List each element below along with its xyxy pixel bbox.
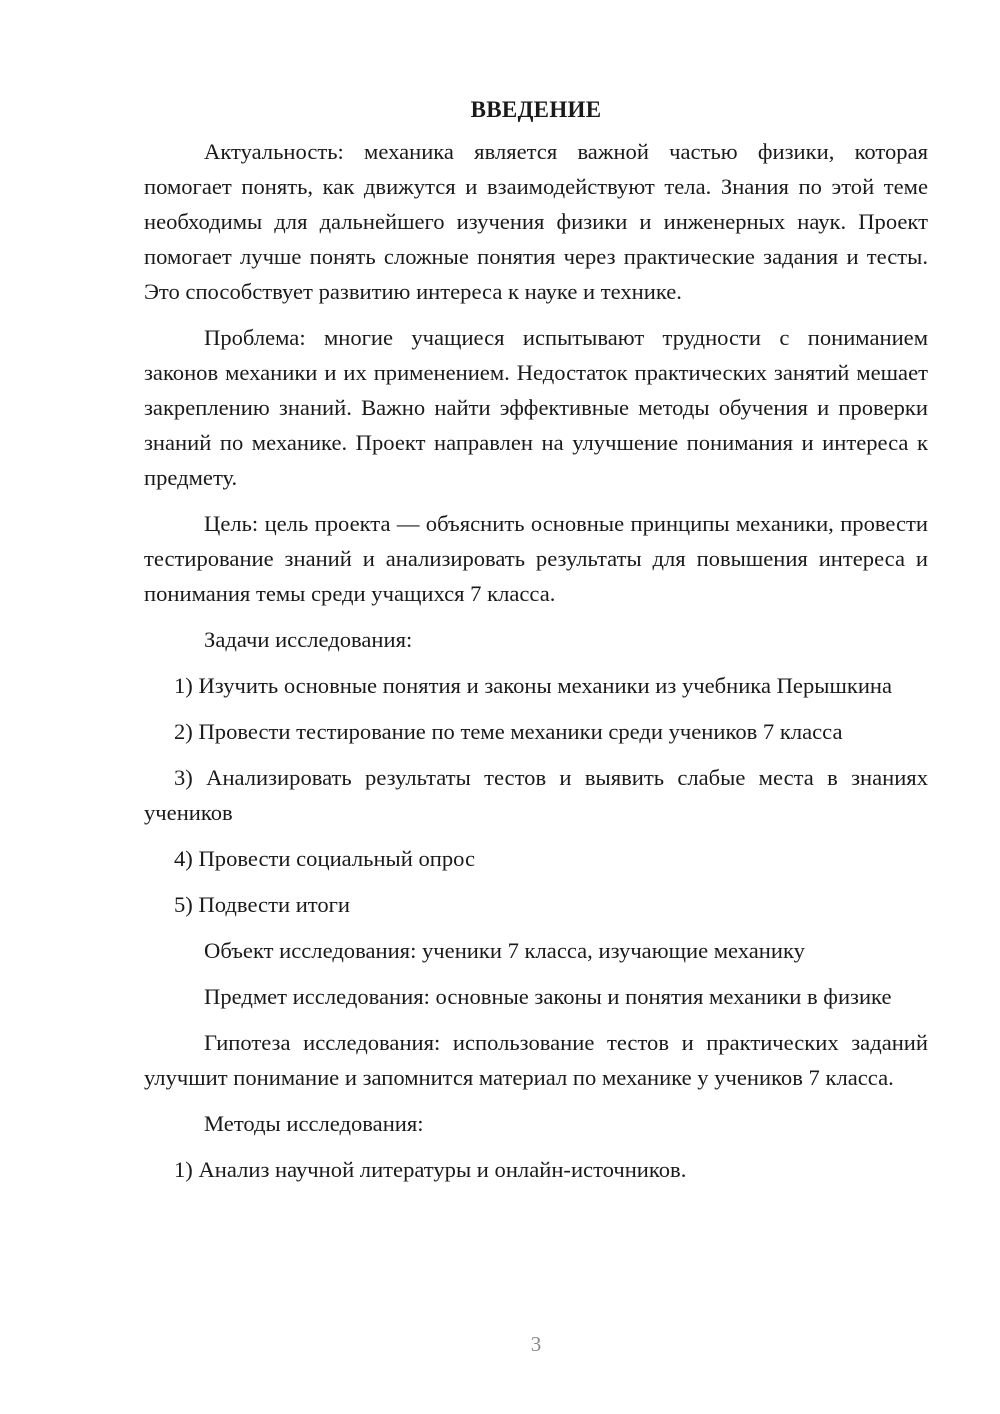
task-item-3: 3) Анализировать результаты тестов и выявить слабые места в знаниях учеников [144,765,928,825]
page-number: 3 [530,1332,542,1356]
methods-heading: Методы исследования: [204,1111,424,1136]
paragraph-hypothesis: Гипотеза исследования: использование тестов и практических заданий улучшит понимание и запомнится материал по механике у учеников 7 класса. [144,1030,928,1090]
paragraph-goal: Цель: цель проекта — объяснить основные принципы механики, провести тестирование знаний и анализировать результаты для повышения интереса и понимания темы среди учащихся 7 класса. [144,511,928,606]
task-item-1: 1) Изучить основные понятия и законы механики из учебника Перышкина [174,673,893,698]
task-item-4: 4) Провести социальный опрос [174,846,476,871]
paragraph-object: Объект исследования: ученики 7 класса, изучающие механику [204,938,805,963]
method-item-1: 1) Анализ научной литературы и онлайн-источников. [174,1157,687,1182]
task-item-2: 2) Провести тестирование по теме механики среди учеников 7 класса [174,719,843,744]
page-content [144,92,928,1198]
page-title: ВВЕДЕНИЕ [470,97,602,122]
tasks-heading: Задачи исследования: [204,627,413,652]
paragraph-relevance: Актуальность: механика является важной частью физики, которая помогает понять, как движутся и взаимодействуют тела. Знания по этой теме необходимы для дальнейшего изучения физики и инженерных наук. Проект помогает лучше понять сложные понятия через практические задания и тесты. Это способствует развитию интереса к науке и технике. [144,139,928,304]
paragraph-problem: Проблема: многие учащиеся испытывают трудности с пониманием законов механики и их применением. Недостаток практических занятий мешает закреплению знаний. Важно найти эффективные методы обучения и проверки знаний по механике. Проект направлен на улучшение понимания и интереса к предмету. [144,325,928,490]
paragraph-subject: Предмет исследования: основные законы и понятия механики в физике [204,984,892,1009]
task-item-5: 5) Подвести итоги [174,892,351,917]
